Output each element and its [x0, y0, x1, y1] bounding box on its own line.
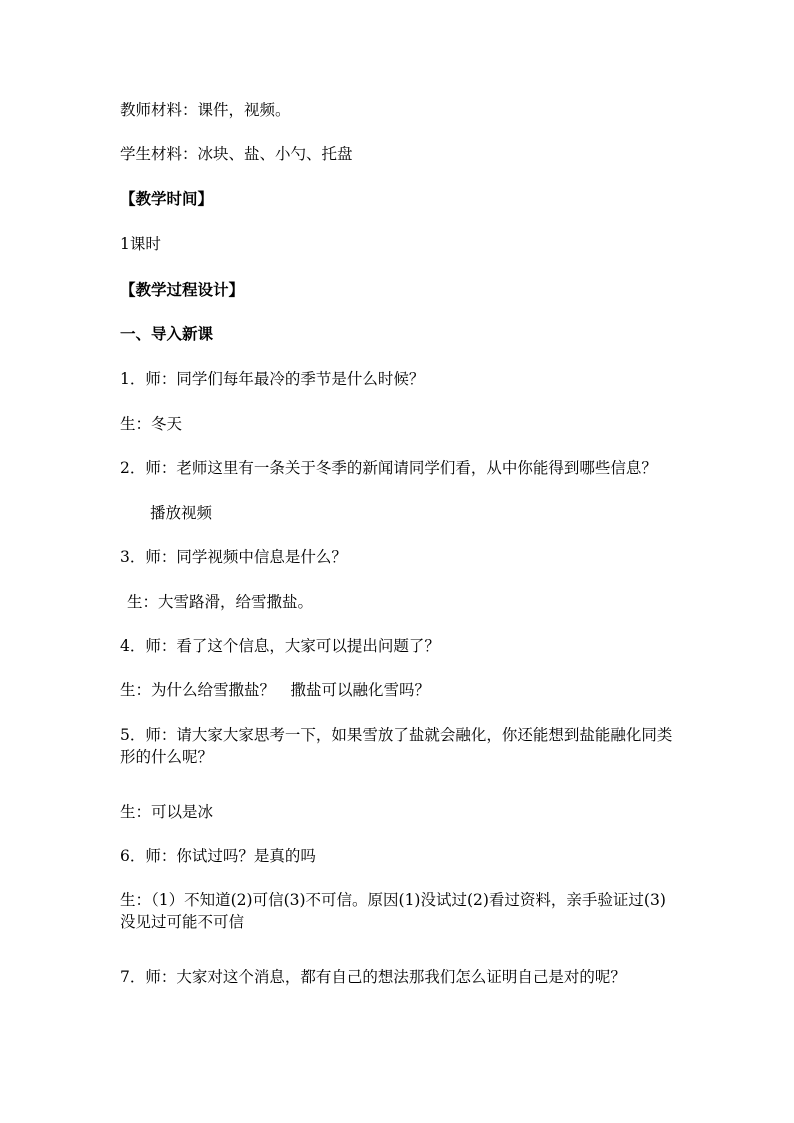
paragraph-play-video: 播放视频: [150, 504, 213, 522]
section-heading-teaching-time: 【教学时间】: [120, 189, 214, 208]
paragraph-answer-5: 生：可以是冰: [120, 803, 214, 821]
paragraph-item-6: 6．师：你试过吗？是真的吗: [120, 847, 316, 865]
paragraph-answer-1: 生：冬天: [120, 415, 183, 433]
paragraph-item-4: 4．师：看了这个信息，大家可以提出问题了？: [120, 637, 440, 655]
paragraph-answer-3: 生：大雪路滑，给雪撒盐。: [127, 593, 314, 611]
teacher-materials: 教师材料：课件，视频。: [120, 101, 291, 119]
subheading-introduction: 一、导入新课: [120, 324, 214, 343]
student-materials: 学生材料：冰块、盐、小勺、托盘: [120, 145, 353, 163]
paragraph-item-1: 1．师：同学们每年最冷的季节是什么时候？: [120, 370, 425, 388]
paragraph-item-3: 3．师：同学视频中信息是什么？: [120, 548, 347, 566]
section-heading-process-design: 【教学过程设计】: [120, 280, 245, 299]
paragraph-item-7: 7．师：大家对这个消息，都有自己的想法那我们怎么证明自己是对的呢？: [120, 968, 626, 986]
teaching-time-value: 1课时: [120, 235, 161, 253]
paragraph-answer-4: 生：为什么给雪撒盐？ 撒盐可以融化雪吗？: [120, 681, 431, 699]
paragraph-item-5: 5．师：请大家大家思考一下，如果雪放了盐就会融化，你还能想到盐能融化同类形的什么呢？: [120, 726, 673, 766]
paragraph-item-2: 2．师：老师这里有一条关于冬季的新闻请同学们看，从中你能得到哪些信息？: [120, 459, 657, 477]
paragraph-answer-6: 生：（1）不知道(2)可信(3)不可信。原因(1)没试过(2)看过资料，亲手验证过(3)没见过可能不可信: [120, 891, 666, 931]
